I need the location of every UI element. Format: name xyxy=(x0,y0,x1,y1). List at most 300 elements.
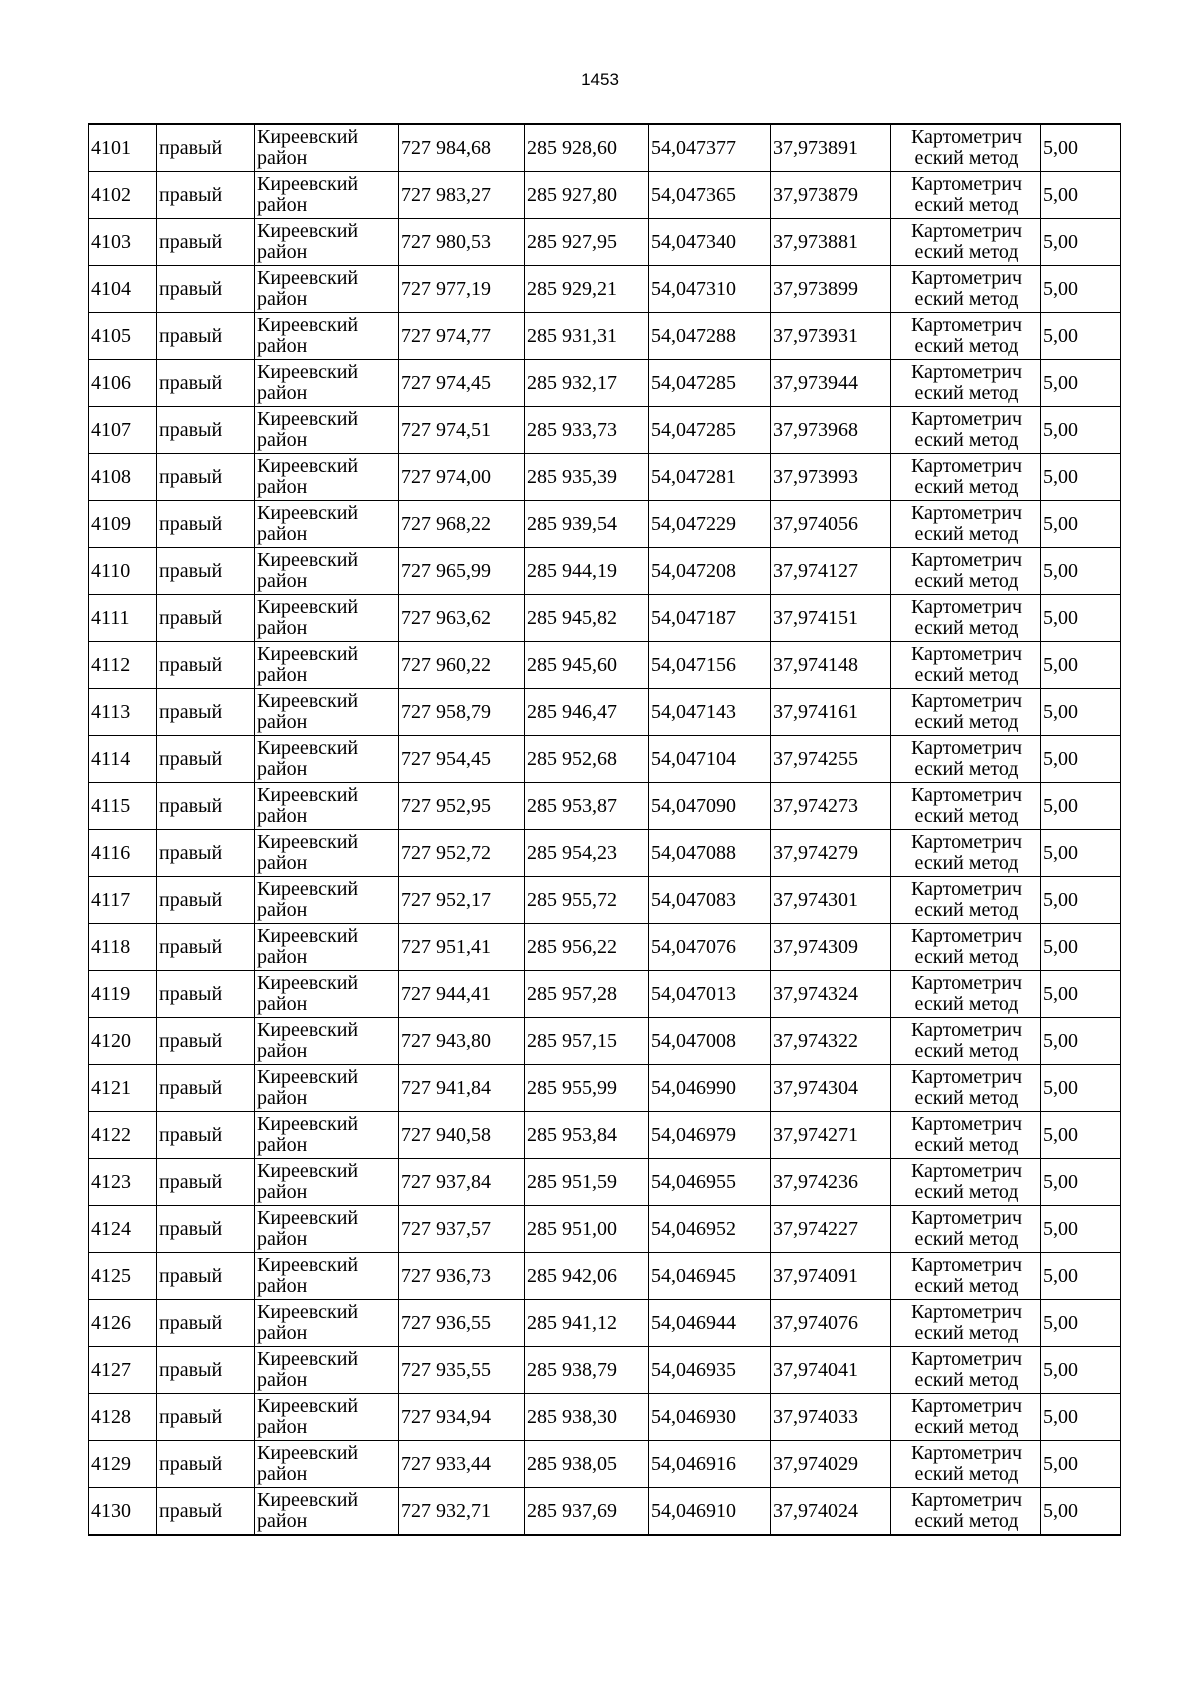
longitude-cell: 37,973881 xyxy=(771,219,891,266)
accuracy-cell: 5,00 xyxy=(1041,454,1121,501)
method-line-2: еский метод xyxy=(914,1369,1019,1391)
y-coordinate-cell: 285 953,87 xyxy=(525,783,649,830)
bank-side-cell: правый xyxy=(157,407,255,454)
point-number-cell: 4104 xyxy=(89,266,157,313)
method-line-2: еский метод xyxy=(914,288,1019,310)
bank-side-cell: правый xyxy=(157,1018,255,1065)
latitude-cell: 54,047104 xyxy=(649,736,771,783)
longitude-cell: 37,974279 xyxy=(771,830,891,877)
longitude-cell: 37,974024 xyxy=(771,1488,891,1536)
x-coordinate-cell: 727 974,77 xyxy=(399,313,525,360)
longitude-cell: 37,974255 xyxy=(771,736,891,783)
bank-side-cell: правый xyxy=(157,1206,255,1253)
bank-side-cell: правый xyxy=(157,360,255,407)
method-line-1: Картометрич xyxy=(910,831,1023,853)
y-coordinate-cell: 285 928,60 xyxy=(525,124,649,172)
accuracy-cell: 5,00 xyxy=(1041,924,1121,971)
district-line-2: район xyxy=(257,852,308,874)
table-row xyxy=(89,1300,1121,1347)
y-coordinate-cell: 285 932,17 xyxy=(525,360,649,407)
district-line-2: район xyxy=(257,1134,308,1156)
longitude-cell: 37,974091 xyxy=(771,1253,891,1300)
district-line-1: Киреевский xyxy=(257,1489,359,1511)
point-number-cell: 4103 xyxy=(89,219,157,266)
district-line-2: район xyxy=(257,1369,308,1391)
district-cell xyxy=(255,924,399,971)
point-number-cell: 4127 xyxy=(89,1347,157,1394)
table-row xyxy=(89,924,1121,971)
bank-side-cell: правый xyxy=(157,172,255,219)
district-cell xyxy=(255,736,399,783)
y-coordinate-cell: 285 944,19 xyxy=(525,548,649,595)
point-number-cell: 4110 xyxy=(89,548,157,595)
district-line-2: район xyxy=(257,1275,308,1297)
point-number-cell: 4102 xyxy=(89,172,157,219)
table-row xyxy=(89,1065,1121,1112)
longitude-cell: 37,974033 xyxy=(771,1394,891,1441)
longitude-cell: 37,974076 xyxy=(771,1300,891,1347)
x-coordinate-cell: 727 974,00 xyxy=(399,454,525,501)
latitude-cell: 54,046916 xyxy=(649,1441,771,1488)
table-row xyxy=(89,1206,1121,1253)
method-line-2: еский метод xyxy=(914,1322,1019,1344)
latitude-cell: 54,047013 xyxy=(649,971,771,1018)
district-line-1: Киреевский xyxy=(257,502,359,524)
method-line-1: Картометрич xyxy=(910,1348,1023,1370)
point-number-cell: 4128 xyxy=(89,1394,157,1441)
longitude-cell: 37,974324 xyxy=(771,971,891,1018)
method-line-1: Картометрич xyxy=(910,596,1023,618)
method-cell xyxy=(891,407,1041,454)
method-line-2: еский метод xyxy=(914,1416,1019,1438)
bank-side-cell: правый xyxy=(157,1253,255,1300)
table-row xyxy=(89,783,1121,830)
method-line-1: Картометрич xyxy=(910,1160,1023,1182)
method-line-1: Картометрич xyxy=(910,502,1023,524)
accuracy-cell: 5,00 xyxy=(1041,1394,1121,1441)
bank-side-cell: правый xyxy=(157,313,255,360)
point-number-cell: 4107 xyxy=(89,407,157,454)
method-cell xyxy=(891,1159,1041,1206)
method-line-2: еский метод xyxy=(914,899,1019,921)
y-coordinate-cell: 285 938,30 xyxy=(525,1394,649,1441)
table-row xyxy=(89,1018,1121,1065)
accuracy-cell: 5,00 xyxy=(1041,1488,1121,1536)
x-coordinate-cell: 727 935,55 xyxy=(399,1347,525,1394)
x-coordinate-cell: 727 952,72 xyxy=(399,830,525,877)
point-number-cell: 4125 xyxy=(89,1253,157,1300)
district-cell xyxy=(255,1253,399,1300)
district-line-1: Киреевский xyxy=(257,596,359,618)
district-cell xyxy=(255,454,399,501)
bank-side-cell: правый xyxy=(157,548,255,595)
district-line-1: Киреевский xyxy=(257,784,359,806)
method-cell xyxy=(891,172,1041,219)
accuracy-cell: 5,00 xyxy=(1041,1112,1121,1159)
district-cell xyxy=(255,1065,399,1112)
method-line-2: еский метод xyxy=(914,1134,1019,1156)
x-coordinate-cell: 727 933,44 xyxy=(399,1441,525,1488)
district-line-1: Киреевский xyxy=(257,408,359,430)
method-line-1: Картометрич xyxy=(910,925,1023,947)
bank-side-cell: правый xyxy=(157,924,255,971)
bank-side-cell: правый xyxy=(157,1112,255,1159)
district-cell xyxy=(255,830,399,877)
x-coordinate-cell: 727 937,57 xyxy=(399,1206,525,1253)
district-line-2: район xyxy=(257,570,308,592)
point-number-cell: 4111 xyxy=(89,595,157,642)
longitude-cell: 37,974236 xyxy=(771,1159,891,1206)
method-cell xyxy=(891,501,1041,548)
x-coordinate-cell: 727 980,53 xyxy=(399,219,525,266)
x-coordinate-cell: 727 951,41 xyxy=(399,924,525,971)
point-number-cell: 4108 xyxy=(89,454,157,501)
accuracy-cell: 5,00 xyxy=(1041,172,1121,219)
table-row xyxy=(89,407,1121,454)
bank-side-cell: правый xyxy=(157,124,255,172)
bank-side-cell: правый xyxy=(157,1347,255,1394)
district-cell xyxy=(255,877,399,924)
latitude-cell: 54,047156 xyxy=(649,642,771,689)
district-cell xyxy=(255,1394,399,1441)
accuracy-cell: 5,00 xyxy=(1041,736,1121,783)
district-line-2: район xyxy=(257,1463,308,1485)
district-line-1: Киреевский xyxy=(257,1442,359,1464)
method-cell xyxy=(891,783,1041,830)
y-coordinate-cell: 285 935,39 xyxy=(525,454,649,501)
latitude-cell: 54,047143 xyxy=(649,689,771,736)
method-cell xyxy=(891,1253,1041,1300)
district-cell xyxy=(255,501,399,548)
method-cell xyxy=(891,1018,1041,1065)
table-row xyxy=(89,172,1121,219)
method-line-2: еский метод xyxy=(914,194,1019,216)
latitude-cell: 54,046930 xyxy=(649,1394,771,1441)
y-coordinate-cell: 285 956,22 xyxy=(525,924,649,971)
bank-side-cell: правый xyxy=(157,501,255,548)
accuracy-cell: 5,00 xyxy=(1041,1253,1121,1300)
method-cell xyxy=(891,1488,1041,1536)
method-line-1: Картометрич xyxy=(910,1442,1023,1464)
accuracy-cell: 5,00 xyxy=(1041,1347,1121,1394)
accuracy-cell: 5,00 xyxy=(1041,219,1121,266)
x-coordinate-cell: 727 963,62 xyxy=(399,595,525,642)
district-line-1: Киреевский xyxy=(257,1254,359,1276)
table-body xyxy=(89,124,1121,1535)
district-line-2: район xyxy=(257,1322,308,1344)
y-coordinate-cell: 285 954,23 xyxy=(525,830,649,877)
point-number-cell: 4123 xyxy=(89,1159,157,1206)
point-number-cell: 4124 xyxy=(89,1206,157,1253)
district-line-1: Киреевский xyxy=(257,1066,359,1088)
method-cell xyxy=(891,1065,1041,1112)
latitude-cell: 54,047187 xyxy=(649,595,771,642)
district-line-2: район xyxy=(257,1416,308,1438)
district-line-2: район xyxy=(257,241,308,263)
x-coordinate-cell: 727 937,84 xyxy=(399,1159,525,1206)
point-number-cell: 4116 xyxy=(89,830,157,877)
district-line-2: район xyxy=(257,1040,308,1062)
district-cell xyxy=(255,1347,399,1394)
longitude-cell: 37,973891 xyxy=(771,124,891,172)
longitude-cell: 37,974322 xyxy=(771,1018,891,1065)
point-number-cell: 4126 xyxy=(89,1300,157,1347)
accuracy-cell: 5,00 xyxy=(1041,830,1121,877)
district-line-2: район xyxy=(257,711,308,733)
point-number-cell: 4130 xyxy=(89,1488,157,1536)
district-line-1: Киреевский xyxy=(257,643,359,665)
accuracy-cell: 5,00 xyxy=(1041,877,1121,924)
x-coordinate-cell: 727 960,22 xyxy=(399,642,525,689)
longitude-cell: 37,973879 xyxy=(771,172,891,219)
longitude-cell: 37,973899 xyxy=(771,266,891,313)
x-coordinate-cell: 727 943,80 xyxy=(399,1018,525,1065)
latitude-cell: 54,046910 xyxy=(649,1488,771,1536)
method-line-1: Картометрич xyxy=(910,1066,1023,1088)
y-coordinate-cell: 285 938,79 xyxy=(525,1347,649,1394)
method-line-2: еский метод xyxy=(914,147,1019,169)
point-number-cell: 4113 xyxy=(89,689,157,736)
page-number: 1453 xyxy=(581,70,619,89)
point-number-cell: 4129 xyxy=(89,1441,157,1488)
bank-side-cell: правый xyxy=(157,1394,255,1441)
table-row xyxy=(89,219,1121,266)
district-line-2: район xyxy=(257,194,308,216)
x-coordinate-cell: 727 958,79 xyxy=(399,689,525,736)
district-cell xyxy=(255,689,399,736)
method-line-2: еский метод xyxy=(914,335,1019,357)
method-line-1: Картометрич xyxy=(910,455,1023,477)
method-line-1: Картометрич xyxy=(910,784,1023,806)
district-cell xyxy=(255,783,399,830)
district-cell xyxy=(255,1488,399,1536)
latitude-cell: 54,047208 xyxy=(649,548,771,595)
district-line-2: район xyxy=(257,523,308,545)
district-cell xyxy=(255,313,399,360)
accuracy-cell: 5,00 xyxy=(1041,783,1121,830)
longitude-cell: 37,973993 xyxy=(771,454,891,501)
district-cell xyxy=(255,266,399,313)
latitude-cell: 54,047090 xyxy=(649,783,771,830)
latitude-cell: 54,046935 xyxy=(649,1347,771,1394)
method-line-2: еский метод xyxy=(914,664,1019,686)
district-line-1: Киреевский xyxy=(257,1160,359,1182)
accuracy-cell: 5,00 xyxy=(1041,360,1121,407)
y-coordinate-cell: 285 952,68 xyxy=(525,736,649,783)
x-coordinate-cell: 727 974,45 xyxy=(399,360,525,407)
method-cell xyxy=(891,1300,1041,1347)
accuracy-cell: 5,00 xyxy=(1041,313,1121,360)
district-cell xyxy=(255,1206,399,1253)
y-coordinate-cell: 285 955,72 xyxy=(525,877,649,924)
table-row xyxy=(89,548,1121,595)
method-line-2: еский метод xyxy=(914,946,1019,968)
method-cell xyxy=(891,124,1041,172)
longitude-cell: 37,973944 xyxy=(771,360,891,407)
latitude-cell: 54,046944 xyxy=(649,1300,771,1347)
method-cell xyxy=(891,313,1041,360)
district-cell xyxy=(255,1018,399,1065)
district-line-1: Киреевский xyxy=(257,737,359,759)
district-line-2: район xyxy=(257,617,308,639)
method-line-1: Картометрич xyxy=(910,267,1023,289)
bank-side-cell: правый xyxy=(157,595,255,642)
method-line-1: Картометрич xyxy=(910,549,1023,571)
method-cell xyxy=(891,1441,1041,1488)
x-coordinate-cell: 727 936,73 xyxy=(399,1253,525,1300)
method-cell xyxy=(891,219,1041,266)
y-coordinate-cell: 285 945,60 xyxy=(525,642,649,689)
district-line-1: Киреевский xyxy=(257,1301,359,1323)
longitude-cell: 37,974161 xyxy=(771,689,891,736)
district-line-2: район xyxy=(257,288,308,310)
coordinates-table xyxy=(88,123,1121,1536)
district-line-1: Киреевский xyxy=(257,972,359,994)
method-line-2: еский метод xyxy=(914,617,1019,639)
method-line-2: еский метод xyxy=(914,476,1019,498)
method-cell xyxy=(891,877,1041,924)
district-cell xyxy=(255,1441,399,1488)
y-coordinate-cell: 285 957,15 xyxy=(525,1018,649,1065)
latitude-cell: 54,047083 xyxy=(649,877,771,924)
bank-side-cell: правый xyxy=(157,689,255,736)
method-line-2: еский метод xyxy=(914,523,1019,545)
table-row xyxy=(89,736,1121,783)
point-number-cell: 4106 xyxy=(89,360,157,407)
district-line-2: район xyxy=(257,335,308,357)
table-row xyxy=(89,971,1121,1018)
district-line-2: район xyxy=(257,899,308,921)
x-coordinate-cell: 727 954,45 xyxy=(399,736,525,783)
x-coordinate-cell: 727 932,71 xyxy=(399,1488,525,1536)
bank-side-cell: правый xyxy=(157,736,255,783)
method-line-1: Картометрич xyxy=(910,361,1023,383)
accuracy-cell: 5,00 xyxy=(1041,689,1121,736)
accuracy-cell: 5,00 xyxy=(1041,407,1121,454)
method-line-2: еский метод xyxy=(914,1181,1019,1203)
point-number-cell: 4105 xyxy=(89,313,157,360)
y-coordinate-cell: 285 927,95 xyxy=(525,219,649,266)
x-coordinate-cell: 727 944,41 xyxy=(399,971,525,1018)
longitude-cell: 37,974227 xyxy=(771,1206,891,1253)
accuracy-cell: 5,00 xyxy=(1041,1018,1121,1065)
point-number-cell: 4115 xyxy=(89,783,157,830)
longitude-cell: 37,973931 xyxy=(771,313,891,360)
x-coordinate-cell: 727 952,95 xyxy=(399,783,525,830)
y-coordinate-cell: 285 951,59 xyxy=(525,1159,649,1206)
table-row xyxy=(89,689,1121,736)
table-row xyxy=(89,830,1121,877)
longitude-cell: 37,974271 xyxy=(771,1112,891,1159)
accuracy-cell: 5,00 xyxy=(1041,501,1121,548)
district-line-2: район xyxy=(257,147,308,169)
district-line-2: район xyxy=(257,1181,308,1203)
district-line-1: Киреевский xyxy=(257,220,359,242)
latitude-cell: 54,047365 xyxy=(649,172,771,219)
district-line-1: Киреевский xyxy=(257,126,359,148)
district-line-1: Киреевский xyxy=(257,1348,359,1370)
longitude-cell: 37,974301 xyxy=(771,877,891,924)
district-line-1: Киреевский xyxy=(257,690,359,712)
district-cell xyxy=(255,124,399,172)
district-line-1: Киреевский xyxy=(257,831,359,853)
method-cell xyxy=(891,595,1041,642)
point-number-cell: 4118 xyxy=(89,924,157,971)
district-line-1: Киреевский xyxy=(257,361,359,383)
district-cell xyxy=(255,595,399,642)
method-line-2: еский метод xyxy=(914,570,1019,592)
district-line-1: Киреевский xyxy=(257,267,359,289)
method-line-1: Картометрич xyxy=(910,1395,1023,1417)
method-cell xyxy=(891,454,1041,501)
latitude-cell: 54,047229 xyxy=(649,501,771,548)
point-number-cell: 4114 xyxy=(89,736,157,783)
method-line-1: Картометрич xyxy=(910,314,1023,336)
x-coordinate-cell: 727 934,94 xyxy=(399,1394,525,1441)
accuracy-cell: 5,00 xyxy=(1041,1206,1121,1253)
point-number-cell: 4109 xyxy=(89,501,157,548)
longitude-cell: 37,974151 xyxy=(771,595,891,642)
method-line-2: еский метод xyxy=(914,758,1019,780)
district-line-2: район xyxy=(257,805,308,827)
y-coordinate-cell: 285 942,06 xyxy=(525,1253,649,1300)
latitude-cell: 54,046945 xyxy=(649,1253,771,1300)
table-row xyxy=(89,642,1121,689)
longitude-cell: 37,974309 xyxy=(771,924,891,971)
latitude-cell: 54,047076 xyxy=(649,924,771,971)
longitude-cell: 37,974304 xyxy=(771,1065,891,1112)
y-coordinate-cell: 285 955,99 xyxy=(525,1065,649,1112)
x-coordinate-cell: 727 968,22 xyxy=(399,501,525,548)
bank-side-cell: правый xyxy=(157,266,255,313)
method-line-2: еский метод xyxy=(914,805,1019,827)
method-line-2: еский метод xyxy=(914,382,1019,404)
method-line-2: еский метод xyxy=(914,1275,1019,1297)
table-row xyxy=(89,1112,1121,1159)
method-line-2: еский метод xyxy=(914,429,1019,451)
table-row xyxy=(89,124,1121,172)
method-cell xyxy=(891,689,1041,736)
method-line-2: еский метод xyxy=(914,1463,1019,1485)
longitude-cell: 37,974127 xyxy=(771,548,891,595)
table-row xyxy=(89,501,1121,548)
x-coordinate-cell: 727 952,17 xyxy=(399,877,525,924)
y-coordinate-cell: 285 946,47 xyxy=(525,689,649,736)
y-coordinate-cell: 285 957,28 xyxy=(525,971,649,1018)
table-row xyxy=(89,595,1121,642)
method-line-1: Картометрич xyxy=(910,1113,1023,1135)
y-coordinate-cell: 285 941,12 xyxy=(525,1300,649,1347)
method-cell xyxy=(891,642,1041,689)
method-line-1: Картометрич xyxy=(910,690,1023,712)
district-cell xyxy=(255,360,399,407)
y-coordinate-cell: 285 939,54 xyxy=(525,501,649,548)
accuracy-cell: 5,00 xyxy=(1041,1065,1121,1112)
district-line-1: Киреевский xyxy=(257,1207,359,1229)
x-coordinate-cell: 727 940,58 xyxy=(399,1112,525,1159)
bank-side-cell: правый xyxy=(157,454,255,501)
table-row xyxy=(89,1394,1121,1441)
district-line-1: Киреевский xyxy=(257,878,359,900)
district-line-2: район xyxy=(257,993,308,1015)
method-line-1: Картометрич xyxy=(910,1019,1023,1041)
longitude-cell: 37,974273 xyxy=(771,783,891,830)
method-line-1: Картометрич xyxy=(910,1254,1023,1276)
latitude-cell: 54,047285 xyxy=(649,360,771,407)
method-line-2: еский метод xyxy=(914,1040,1019,1062)
method-line-1: Картометрич xyxy=(910,1489,1023,1511)
method-line-2: еский метод xyxy=(914,711,1019,733)
